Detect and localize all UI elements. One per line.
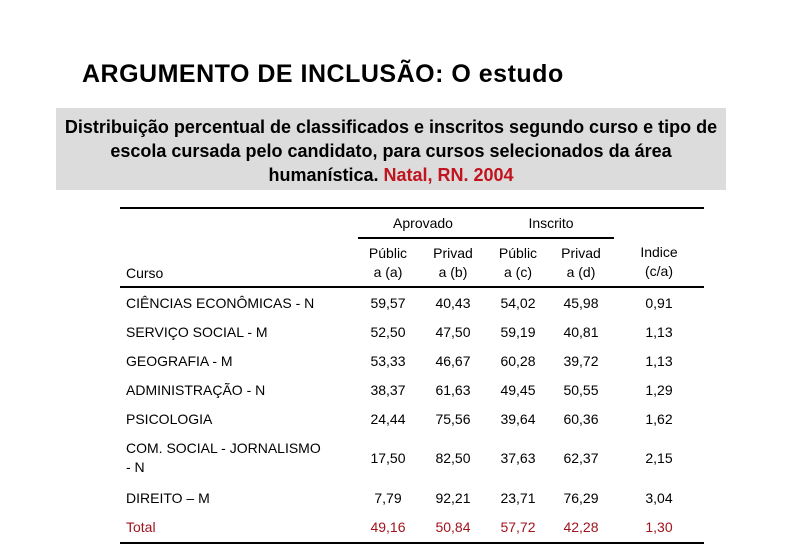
cell-curso: ADMINISTRAÇÃO - N bbox=[126, 381, 266, 398]
cell-curso bbox=[120, 433, 358, 483]
group-header-row bbox=[120, 209, 704, 238]
table-row bbox=[120, 375, 704, 404]
data-table bbox=[120, 207, 704, 544]
subtitle-box bbox=[56, 108, 726, 190]
cell-indice: 0,91 bbox=[645, 294, 673, 311]
header-publica-a-line1: Públic bbox=[368, 244, 408, 261]
cell-privada-b: 75,56 bbox=[435, 410, 471, 427]
group-header-aprovado: Aprovado bbox=[358, 209, 488, 238]
cell-publica-a: 38,37 bbox=[370, 381, 406, 398]
header-publica-a-line2: a (a) bbox=[373, 263, 403, 280]
cell-publica-a: 17,50 bbox=[370, 450, 406, 466]
cell-indice: 3,04 bbox=[645, 489, 673, 506]
header-indice bbox=[614, 238, 704, 287]
total-privada-d: 42,28 bbox=[548, 512, 614, 543]
cell-curso-line1: COM. SOCIAL - JORNALISMO bbox=[126, 440, 321, 456]
cell-publica-c: 60,28 bbox=[500, 352, 536, 369]
header-privada-d-line2: a (d) bbox=[566, 263, 596, 280]
table-row bbox=[120, 287, 704, 317]
cell-privada-b: 47,50 bbox=[435, 323, 471, 340]
cell-privada-b: 61,63 bbox=[435, 381, 471, 398]
cell-publica-a: 24,44 bbox=[370, 410, 406, 427]
header-publica-c bbox=[488, 238, 548, 287]
slide-title: ARGUMENTO DE INCLUSÃO: O estudo bbox=[82, 60, 564, 88]
cell-publica-c: 49,45 bbox=[500, 381, 536, 398]
cell-publica-c: 39,64 bbox=[500, 410, 536, 427]
cell-publica-c: 59,19 bbox=[500, 323, 536, 340]
cell-curso: DIREITO – M bbox=[126, 489, 210, 506]
subtitle-location: Natal, RN. 2004 bbox=[383, 165, 514, 185]
cell-curso-line2: - N bbox=[126, 459, 145, 475]
subtitle-text: Distribuição percentual de classificados e inscritos segundo curso e tipo de escola cursada pelo candidato, para cursos selecionados da área humanística. bbox=[64, 117, 718, 185]
total-row bbox=[120, 512, 704, 543]
cell-privada-d: 39,72 bbox=[563, 352, 599, 369]
header-indice-line2: (c/a) bbox=[645, 263, 673, 279]
cell-privada-d: 62,37 bbox=[563, 450, 599, 466]
header-publica-a bbox=[358, 238, 418, 287]
cell-curso: CIÊNCIAS ECONÔMICAS - N bbox=[126, 294, 315, 311]
cell-publica-c: 54,02 bbox=[500, 294, 536, 311]
header-privada-b-line1: Privad bbox=[433, 244, 473, 261]
header-indice-line1: Indice bbox=[640, 244, 678, 260]
cell-indice: 1,13 bbox=[645, 352, 673, 369]
cell-privada-d: 45,98 bbox=[563, 294, 599, 311]
total-publica-a: 49,16 bbox=[358, 512, 418, 543]
cell-indice: 1,13 bbox=[645, 323, 673, 340]
header-publica-c-line1: Públic bbox=[498, 244, 538, 261]
table-row bbox=[120, 317, 704, 346]
cell-privada-d: 60,36 bbox=[563, 410, 599, 427]
cell-privada-b: 46,67 bbox=[435, 352, 471, 369]
table-row bbox=[120, 404, 704, 433]
column-header-row bbox=[120, 238, 704, 287]
total-indice: 1,30 bbox=[614, 512, 704, 543]
cell-privada-d: 76,29 bbox=[563, 489, 599, 506]
cell-privada-b: 40,43 bbox=[435, 294, 471, 311]
cell-curso: PSICOLOGIA bbox=[126, 410, 213, 427]
table-row bbox=[120, 483, 704, 512]
header-privada-b-line2: a (b) bbox=[438, 263, 468, 280]
cell-curso: GEOGRAFIA - M bbox=[126, 352, 233, 369]
cell-publica-a: 7,79 bbox=[374, 489, 402, 506]
table-row bbox=[120, 433, 704, 483]
cell-publica-a: 53,33 bbox=[370, 352, 406, 369]
total-label: Total bbox=[120, 512, 358, 543]
cell-privada-d: 40,81 bbox=[563, 323, 599, 340]
cell-curso: SERVIÇO SOCIAL - M bbox=[126, 323, 268, 340]
header-privada-d-line1: Privad bbox=[561, 244, 601, 261]
cell-privada-b: 82,50 bbox=[435, 450, 471, 466]
group-header-inscrito: Inscrito bbox=[488, 209, 614, 238]
cell-publica-c: 23,71 bbox=[500, 489, 536, 506]
cell-indice: 1,29 bbox=[645, 381, 673, 398]
cell-privada-d: 50,55 bbox=[563, 381, 599, 398]
total-privada-b: 50,84 bbox=[418, 512, 488, 543]
header-privada-d bbox=[548, 238, 614, 287]
header-publica-c-line2: a (c) bbox=[504, 263, 532, 280]
header-curso: Curso bbox=[120, 238, 358, 287]
header-privada-b bbox=[418, 238, 488, 287]
cell-publica-a: 59,57 bbox=[370, 294, 406, 311]
total-publica-c: 57,72 bbox=[488, 512, 548, 543]
cell-publica-c: 37,63 bbox=[500, 450, 536, 466]
cell-indice: 2,15 bbox=[645, 450, 673, 466]
table-row bbox=[120, 346, 704, 375]
cell-publica-a: 52,50 bbox=[370, 323, 406, 340]
cell-indice: 1,62 bbox=[645, 410, 673, 427]
cell-privada-b: 92,21 bbox=[435, 489, 471, 506]
